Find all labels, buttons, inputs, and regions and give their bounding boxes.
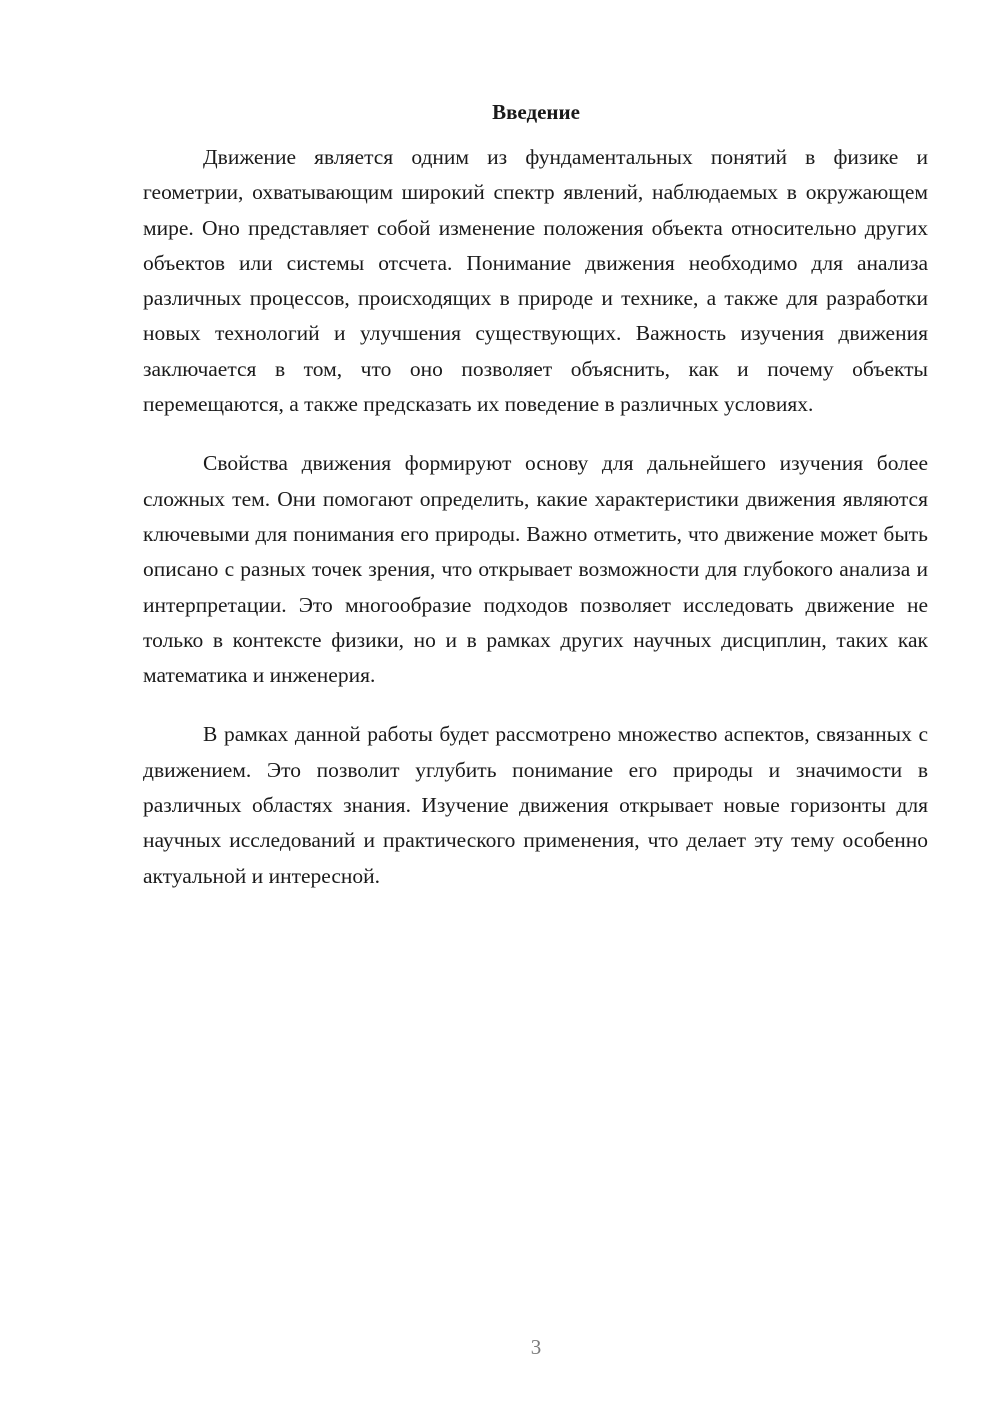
- body-text: [143, 140, 928, 918]
- paragraph-1: Движение является одним из фундаментальных понятий в физике и геометрии, охватывающим широкий спектр явлений, наблюдаемых в окружающем мире. Оно представляет собой изменение положения объекта относительно других объектов или системы отсчета. Понимание движения необходимо для анализа различных процессов, происходящих в природе и технике, а также для разработки новых технологий и улучшения существующих. Важность изучения движения заключается в том, что оно позволяет объяснить, как и почему объекты перемещаются, а также предсказать их поведение в различных условиях.: [143, 145, 928, 417]
- page-number: 3: [530, 1335, 542, 1359]
- paragraph-3: В рамках данной работы будет рассмотрено множество аспектов, связанных с движением. Это позволит углубить понимание его природы и значимости в различных областях знания. Изучение движения открывает новые горизонты для научных исследований и практического применения, что делает эту тему особенно актуальной и интересной.: [143, 722, 928, 888]
- paragraph-2: Свойства движения формируют основу для дальнейшего изучения более сложных тем. Они помогают определить, какие характеристики движения являются ключевыми для понимания его природы. Важно отметить, что движение может быть описано с разных точек зрения, что открывает возможности для глубокого анализа и интерпретации. Это многообразие подходов позволяет исследовать движение не только в контексте физики, но и в рамках других научных дисциплин, таких как математика и инженерия.: [143, 451, 928, 688]
- section-title: Введение: [492, 100, 580, 124]
